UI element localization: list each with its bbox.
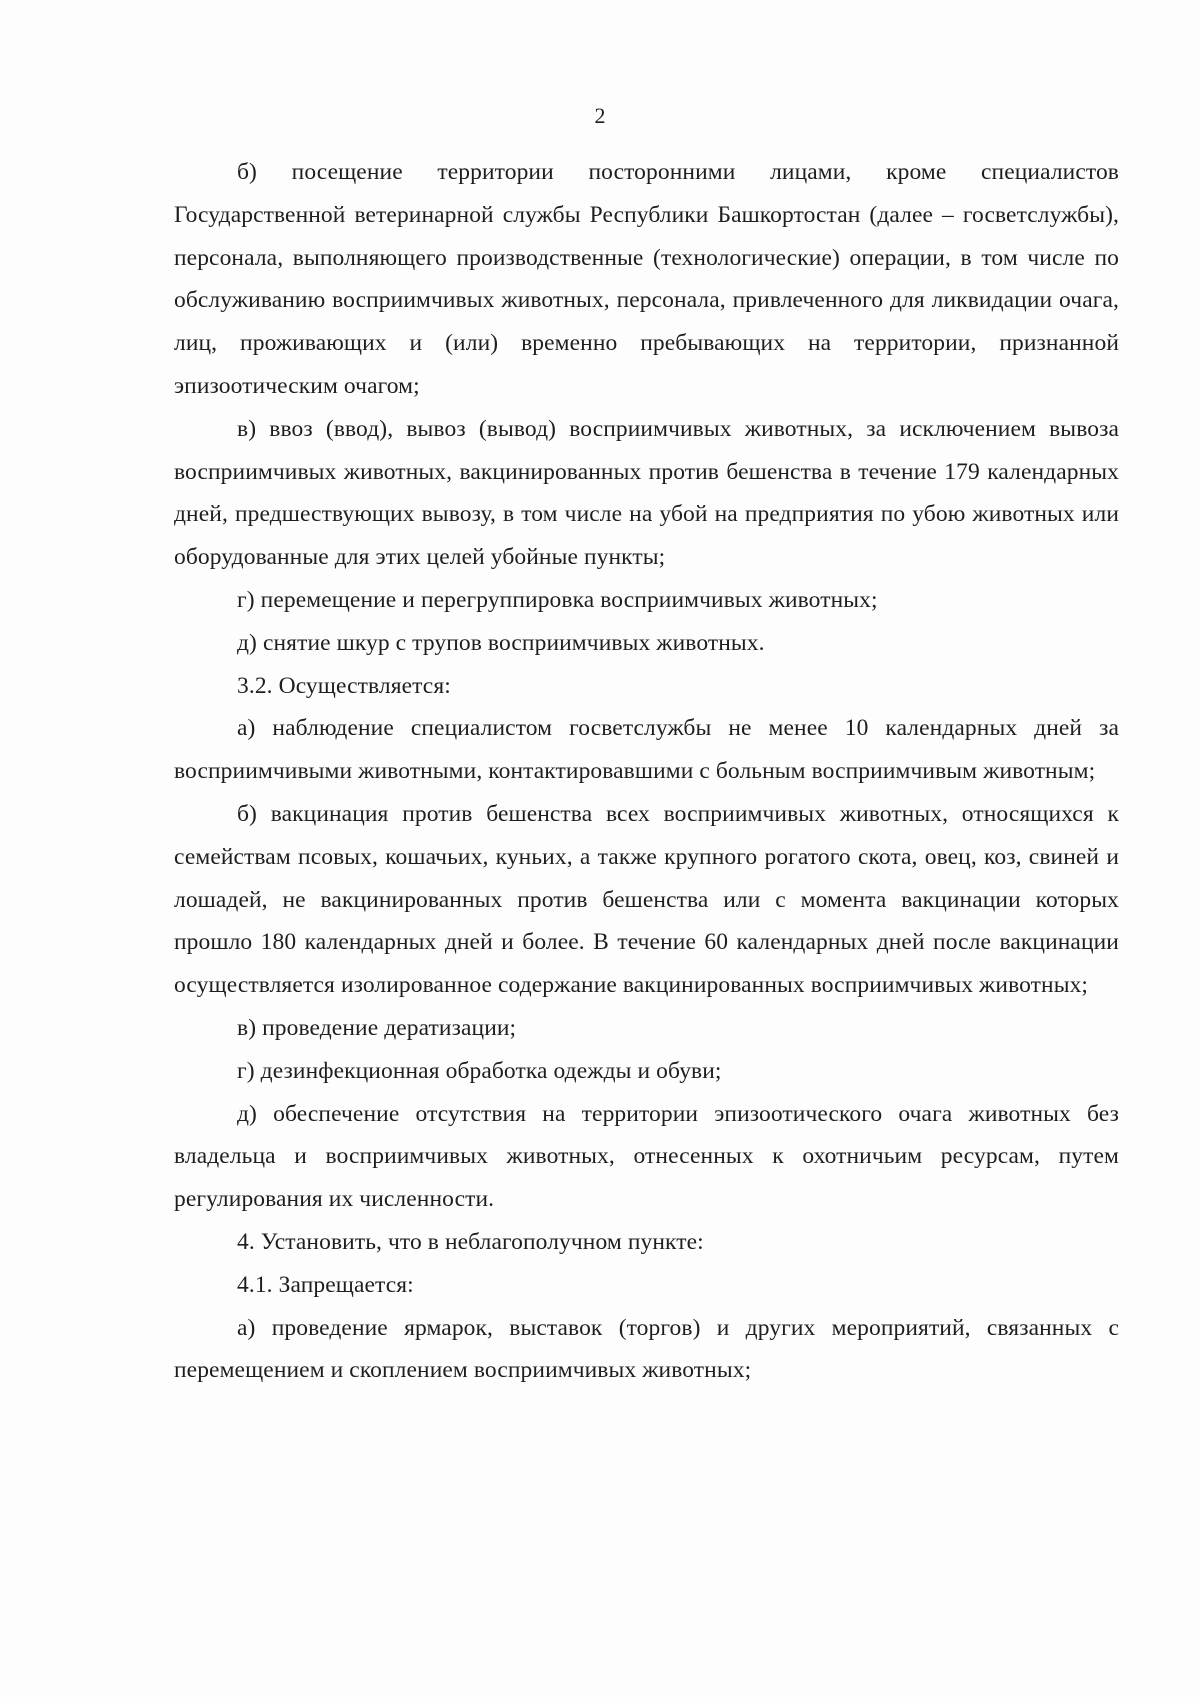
- document-body: [174, 151, 1119, 1392]
- paragraph-skinning-restriction: д) снятие шкур с трупов восприимчивых животных.: [237, 629, 765, 656]
- paragraph-regrouping-restriction: г) перемещение и перегруппировка восприимчивых животных;: [237, 586, 878, 613]
- paragraph-animal-control: д) обеспечение отсутствия на территории эпизоотического очага животных без владельца и восприимчивых животных, отнесенных к охотничьим ресурсам, путем регулирования их численности.: [174, 1100, 1119, 1213]
- paragraph-disinfection: г) дезинфекционная обработка одежды и обуви;: [237, 1057, 722, 1084]
- paragraph-observation: а) наблюдение специалистом госветслужбы не менее 10 календарных дней за восприимчивыми животными, контактировавшими с больным восприимчивым животным;: [174, 715, 1119, 785]
- paragraph-fairs-restriction: а) проведение ярмарок, выставок (торгов) и других мероприятий, связанных с перемещением и скоплением восприимчивых животных;: [174, 1314, 1119, 1384]
- page-number: 2: [594, 103, 606, 128]
- paragraph-visit-restriction: б) посещение территории посторонними лицами, кроме специалистов Государственной ветеринарной службы Республики Башкортостан (далее – госветслужбы), персонала, выполняющего производственные (технологические) операции, в том числе по обслуживанию восприимчивых животных, персонала, привлеченного для ликвидации очага, лиц, проживающих и (или) временно пребывающих на территории, признанной эпизоотическим очагом;: [174, 159, 1119, 399]
- paragraph-import-export-restriction: в) ввоз (ввод), вывоз (вывод) восприимчивых животных, за исключением вывоза восприимчивых животных, вакцинированных против бешенства в течение 179 календарных дней, предшествующих вывозу, в том числе на убой на предприятия по убою животных или оборудованные для этих целей убойные пункты;: [174, 415, 1119, 571]
- paragraph-vaccination: б) вакцинация против бешенства всех восприимчивых животных, относящихся к семействам псовых, кошачьих, куньих, а также крупного рогатого скота, овец, коз, свиней и лошадей, не вакцинированных против бешенства или с момента вакцинации которых прошло 180 календарных дней и более. В течение 60 календарных дней после вакцинации осуществляется изолированное содержание вакцинированных восприимчивых животных;: [174, 800, 1119, 999]
- paragraph-deratization: в) проведение дератизации;: [237, 1014, 517, 1041]
- section-4-1-heading: 4.1. Запрещается:: [237, 1271, 414, 1298]
- section-4-heading: 4. Установить, что в неблагополучном пункте:: [237, 1228, 704, 1255]
- section-3-2-heading: 3.2. Осуществляется:: [237, 672, 451, 699]
